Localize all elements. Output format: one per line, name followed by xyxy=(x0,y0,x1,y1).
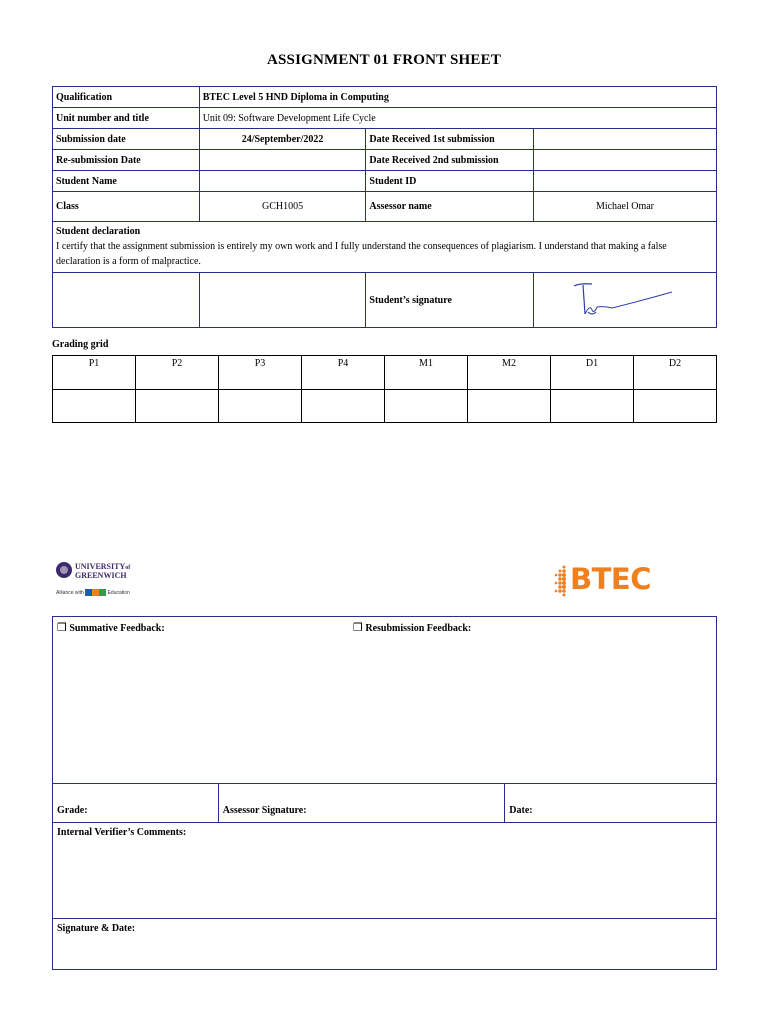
grade-header-d2: D2 xyxy=(634,356,717,390)
declaration-heading: Student declaration xyxy=(56,226,141,237)
unit-label: Unit number and title xyxy=(53,108,200,129)
resubmission-date-label: Re-submission Date xyxy=(53,150,200,171)
grade-header-m2: M2 xyxy=(468,356,551,390)
signature-blank-1 xyxy=(53,273,200,328)
resubmission-feedback: ❒ Resubmission Feedback: xyxy=(353,621,472,634)
grade-header-m1: M1 xyxy=(385,356,468,390)
summative-feedback: ❒ Summative Feedback: xyxy=(57,621,165,634)
class-label: Class xyxy=(53,192,200,222)
assessor-name-label: Assessor name xyxy=(366,192,534,222)
grade-cell-p2[interactable] xyxy=(136,390,219,423)
submission-date-value: 24/September/2022 xyxy=(199,129,366,150)
fpt-block-orange-icon xyxy=(92,589,99,596)
declaration-text: I certify that the assignment submission is entirely my own work and I fully understand the consequences of plagiarism. I understand that making a false declaration is a form of malpractice. xyxy=(56,241,667,267)
btec-logo xyxy=(552,562,662,600)
page-title: ASSIGNMENT 01 FRONT SHEET xyxy=(266,52,502,68)
date-field[interactable]: Date: xyxy=(505,784,717,823)
student-name-value[interactable] xyxy=(199,171,366,192)
grade-cell-p4[interactable] xyxy=(302,390,385,423)
assessor-signature-field[interactable]: Assessor Signature: xyxy=(218,784,505,823)
assignment-info-table xyxy=(52,86,717,328)
grade-cell-p3[interactable] xyxy=(219,390,302,423)
date-received-1-label: Date Received 1st submission xyxy=(366,129,534,150)
grading-grid-label: Grading grid xyxy=(52,339,109,350)
student-id-value[interactable] xyxy=(533,171,716,192)
qualification-value: BTEC Level 5 HND Diploma in Computing xyxy=(199,87,716,108)
grade-field[interactable]: Grade: xyxy=(53,784,219,823)
submission-date-label: Submission date xyxy=(53,129,200,150)
grade-cell-m2[interactable] xyxy=(468,390,551,423)
qualification-label: Qualification xyxy=(53,87,200,108)
student-declaration xyxy=(53,222,717,273)
grade-header-p1: P1 xyxy=(53,356,136,390)
date-received-2-value[interactable] xyxy=(533,150,716,171)
fpt-block-blue-icon xyxy=(85,589,92,596)
student-id-label: Student ID xyxy=(366,171,534,192)
grade-cell-p1[interactable] xyxy=(53,390,136,423)
date-received-2-label: Date Received 2nd submission xyxy=(366,150,534,171)
assessor-name-value: Michael Omar xyxy=(533,192,716,222)
resubmission-date-value[interactable] xyxy=(199,150,366,171)
fpt-alliance-line: Alliance with Education xyxy=(56,590,130,596)
resubmission-checkbox-icon[interactable]: ❒ xyxy=(353,621,363,634)
btec-dots-icon xyxy=(552,564,568,598)
uog-crest-icon xyxy=(56,562,72,578)
unit-value: Unit 09: Software Development Life Cycle xyxy=(199,108,716,129)
internal-verifier-comments[interactable]: Internal Verifier’s Comments: xyxy=(53,823,717,919)
grade-cell-d1[interactable] xyxy=(551,390,634,423)
fpt-block-green-icon xyxy=(99,589,106,596)
btec-wordmark: BTEC xyxy=(570,562,651,596)
student-name-label: Student Name xyxy=(53,171,200,192)
signature-and-date[interactable]: Signature & Date: xyxy=(53,919,717,970)
date-received-1-value[interactable] xyxy=(533,129,716,150)
grade-header-p3: P3 xyxy=(219,356,302,390)
grading-grid xyxy=(52,355,717,423)
feedback-table xyxy=(52,616,717,970)
signature-blank-2 xyxy=(199,273,366,328)
feedback-area[interactable] xyxy=(53,617,717,784)
grade-cell-m1[interactable] xyxy=(385,390,468,423)
grade-cell-d2[interactable] xyxy=(634,390,717,423)
student-signature-cell[interactable] xyxy=(533,273,716,328)
uog-wordmark: UNIVERSITYof GREENWICH xyxy=(75,562,131,580)
university-of-greenwich-logo xyxy=(56,562,136,602)
student-signature-label: Student’s signature xyxy=(366,273,534,328)
summative-checkbox-icon[interactable]: ❒ xyxy=(57,621,67,634)
class-value: GCH1005 xyxy=(199,192,366,222)
grade-header-p2: P2 xyxy=(136,356,219,390)
grade-header-d1: D1 xyxy=(551,356,634,390)
signature-image xyxy=(534,274,715,327)
grade-header-p4: P4 xyxy=(302,356,385,390)
